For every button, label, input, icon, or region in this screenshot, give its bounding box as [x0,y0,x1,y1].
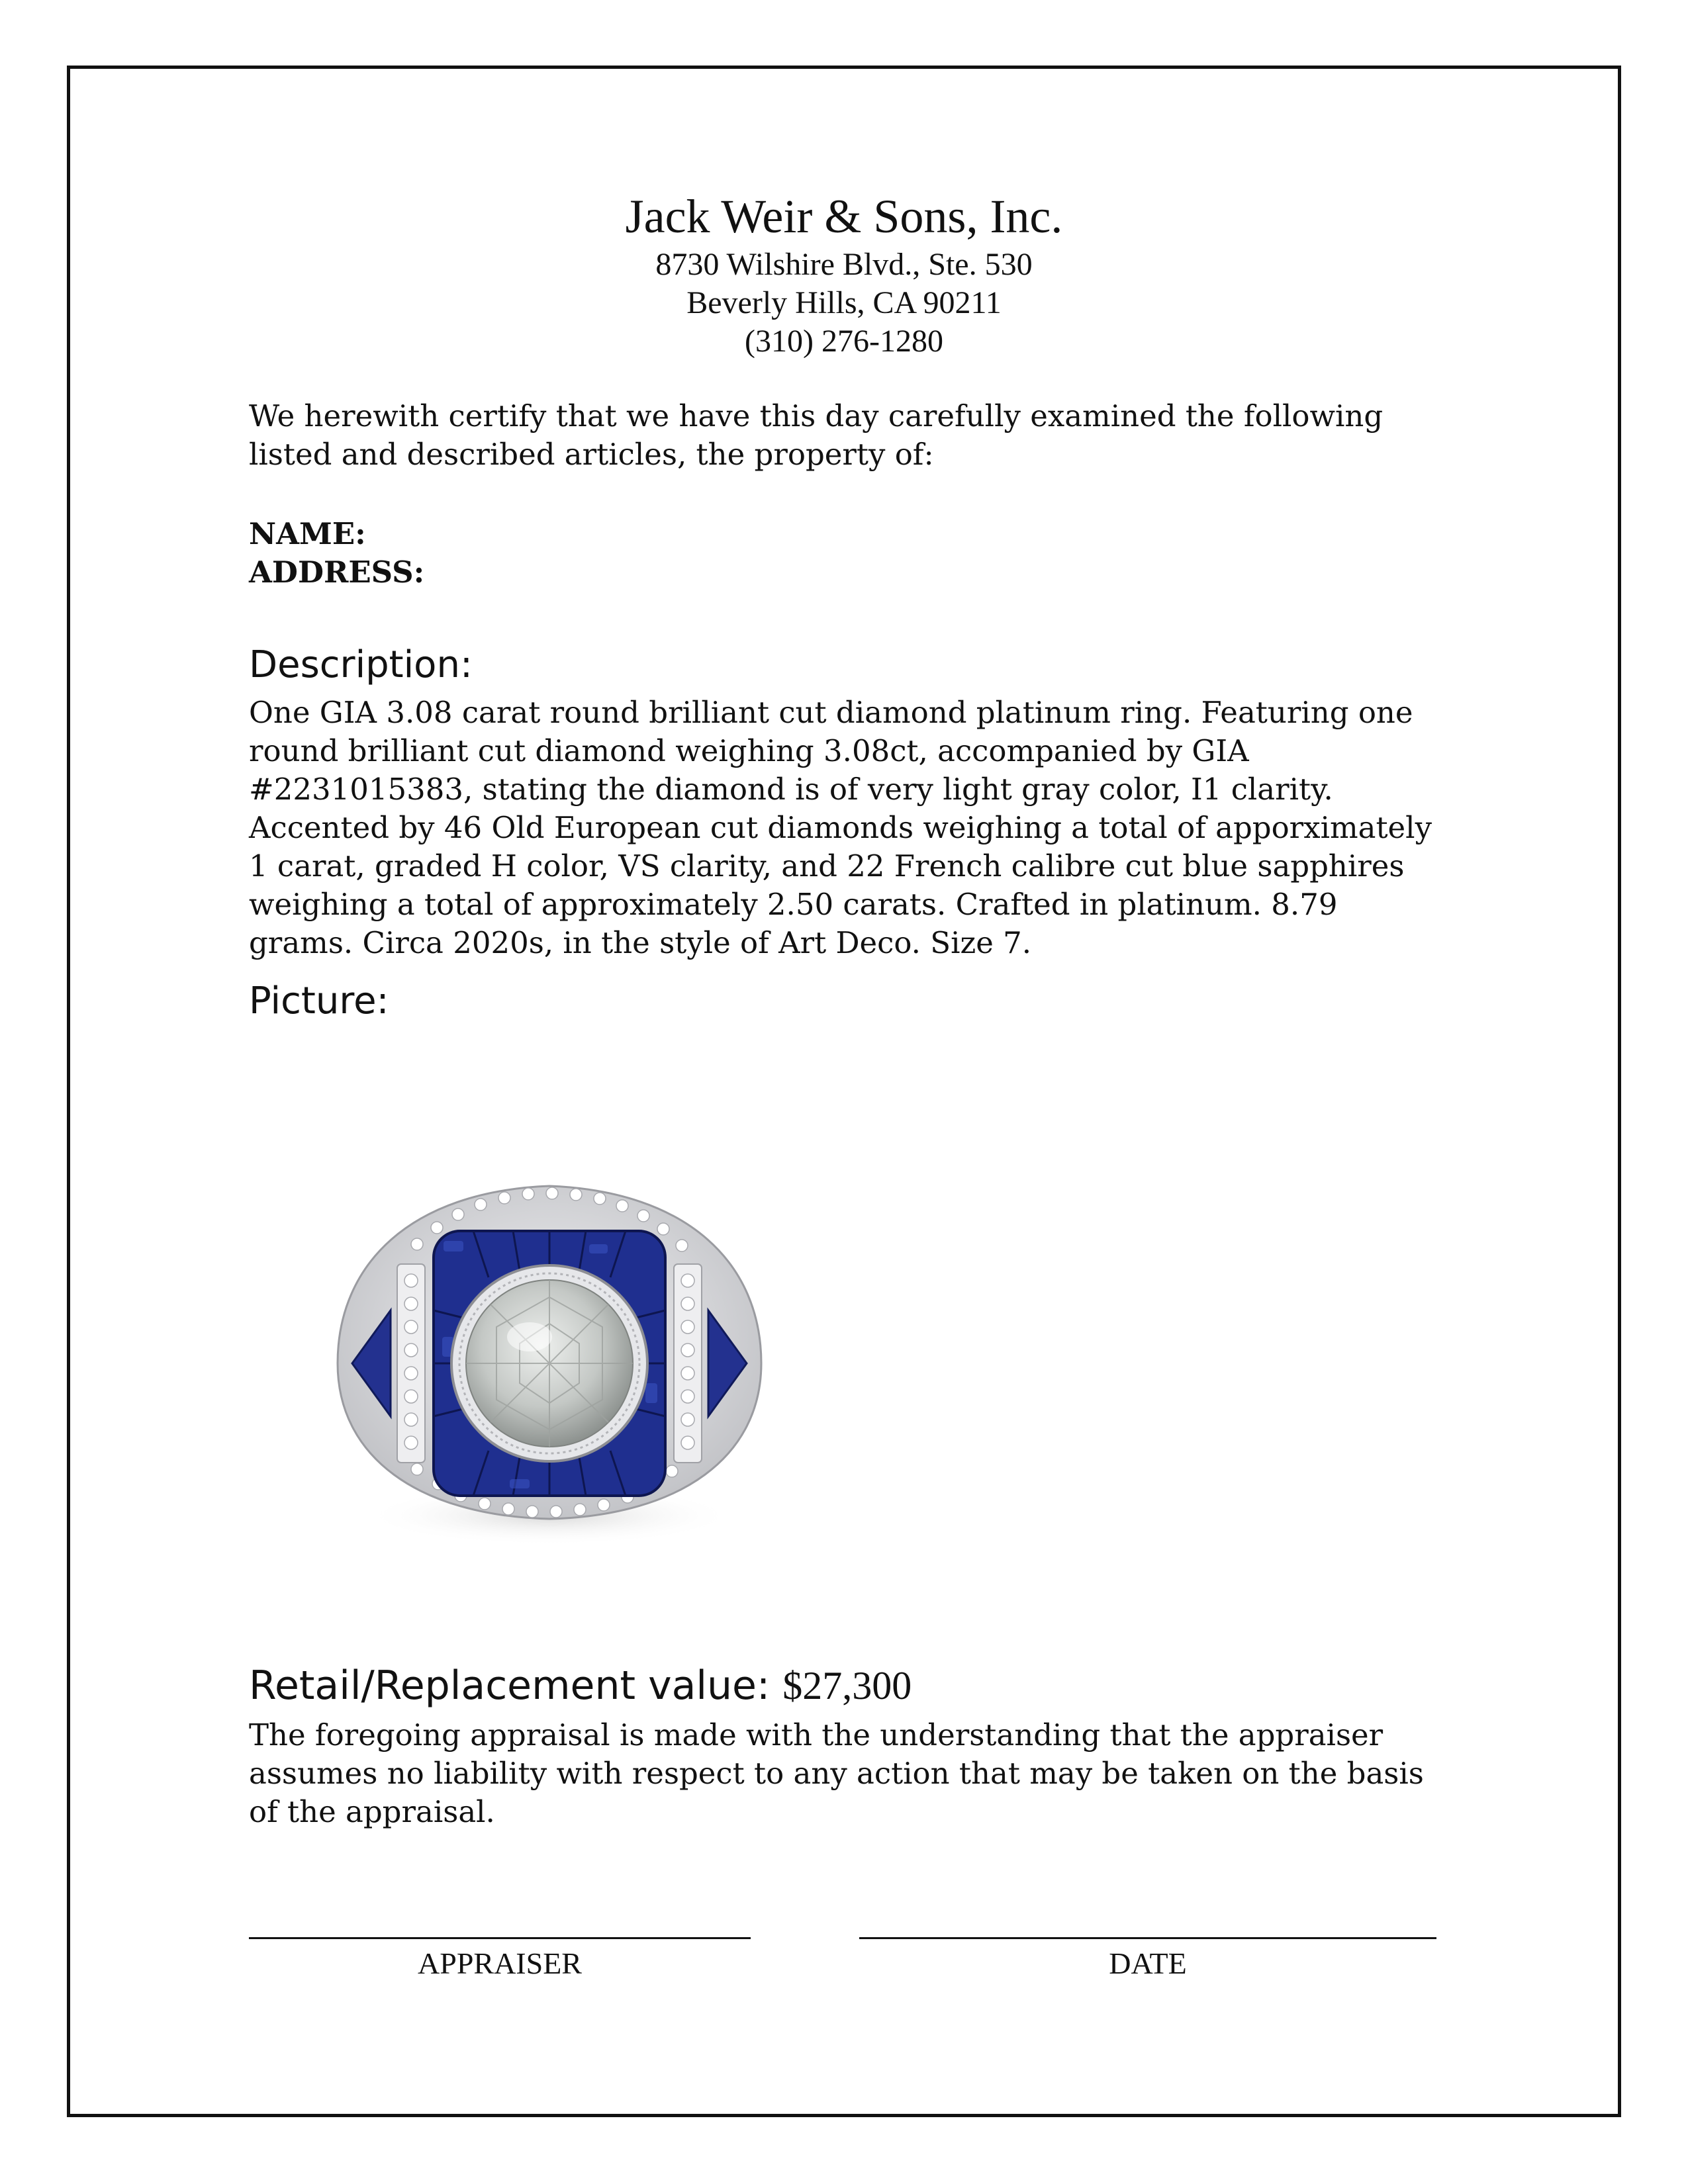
name-label: NAME: [249,516,366,551]
company-address-line2: Beverly Hills, CA 90211 [686,285,1002,320]
address-label: ADDRESS: [249,555,425,590]
description-heading: Description: [249,643,473,686]
retail-value [249,1661,1447,1710]
company-address-line1: 8730 Wilshire Blvd., Ste. 530 [655,247,1033,282]
certification-statement: We herewith certify that we have this day carefully examined the following listed and described articles, the property of: [249,398,1383,472]
retail-value-amount: $27,300 [782,1664,912,1707]
date-label: DATE [1109,1946,1187,1980]
appraiser-signature-line [249,1937,751,1939]
company-name: Jack Weir & Sons, Inc. [625,190,1063,243]
disclaimer-text: The foregoing appraisal is made with the understanding that the appraiser assumes no liability with respect to any action that may be taken on the basis of the appraisal. [249,1717,1424,1829]
date-signature-line [859,1937,1436,1939]
description-text: One GIA 3.08 carat round brilliant cut diamond platinum ring. Featuring one round brilliant cut diamond weighing 3.08ct, accompanied by GIA #2231015383, stating the diamond is of very light gray color, I1 clarity. Accented by 46 Old European cut diamonds weighing a total of apporximately 1 carat, graded H color, VS clarity, and 22 French calibre cut blue sapphires weighing a total of approximately 2.50 carats. Crafted in platinum. 8.79 grams. Circa 2020s, in the style of Art Deco. Size 7. [249,695,1432,960]
ring-photo [311,1145,788,1555]
appraiser-label: APPRAISER [418,1946,582,1980]
company-phone: (310) 276-1280 [745,324,943,359]
retail-value-label: Retail/Replacement value: [249,1662,783,1709]
picture-heading: Picture: [249,979,389,1023]
